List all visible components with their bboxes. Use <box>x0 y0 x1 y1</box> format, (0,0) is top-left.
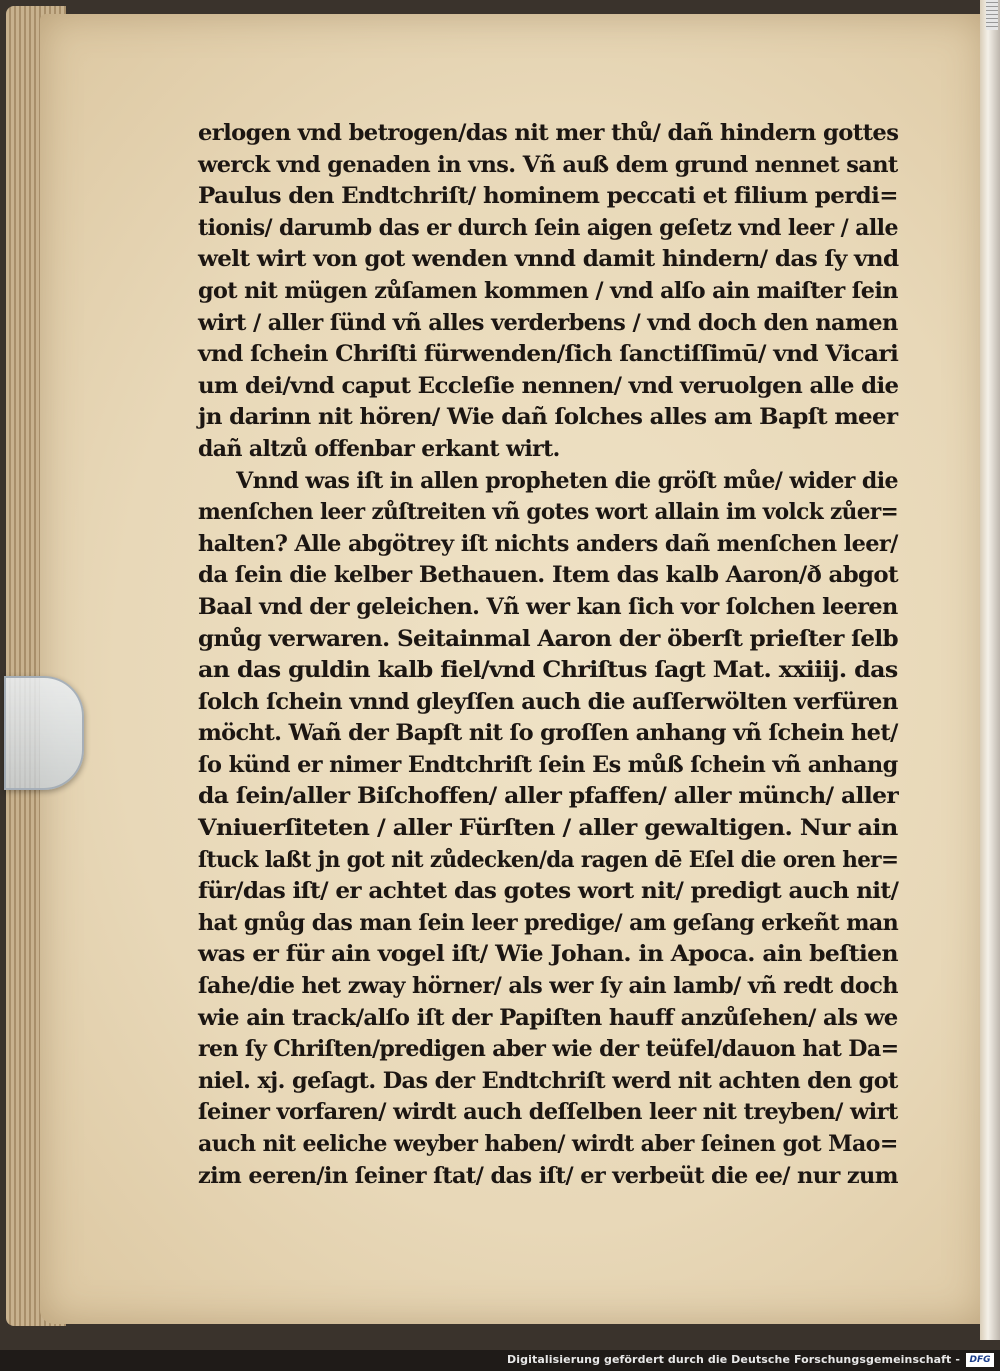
text-line: hat gnůg das man ſein leer predige/ am geſang erkeñt man <box>198 909 899 936</box>
text-line: ſtuck laßt jn got nit zůdecken/da ragen dē Eſel die oren her= <box>198 846 899 873</box>
text-line: menſchen leer zůſtreiten vñ gotes wort allain im volck zůer= <box>198 499 899 526</box>
text-line: jn darinn nit hören/ Wie dañ ſolches alles am Bapſt meer <box>198 404 898 431</box>
text-line: ſahe/die het zway hörner/ als wer ſy ain lamb/ vñ redt doch <box>198 973 898 1000</box>
text-line: möcht. Wañ der Bapſt nit ſo groſſen anhang vñ ſchein het/ <box>198 720 898 747</box>
text-line: vnd ſchein Chriſti fürwenden/ſich ſanctiſſimū/ vnd Vicari <box>198 341 899 368</box>
funding-notice: Digitalisierung gefördert durch die Deutsche Forschungsgemeinschaft - <box>507 1353 960 1366</box>
text-line: Vniuerſiteten / aller Fürſten / aller gewaltigen. Nur ain <box>198 815 898 842</box>
text-line: zim eeren/in ſeiner ſtat/ das iſt/ er verbeüt die ee/ nur zum <box>198 1162 898 1189</box>
text-line: tionis/ darumb das er durch ſein aigen geſetz vnd leer / alle <box>198 214 898 241</box>
text-line: gnůg verwaren. Seitainmal Aaron der öberſt prieſter ſelb <box>198 625 899 652</box>
text-line: da ſein die kelber Bethauen. Item das kalb Aaron/ð abgot <box>198 562 898 589</box>
text-line: was er für ain vogel iſt/ Wie Johan. in Apoca. ain beſtien <box>198 941 898 968</box>
dfg-logo-icon: DFG <box>966 1353 994 1367</box>
text-line: ſeiner vorfaren/ wirdt auch deſſelben leer nit treyben/ wirt <box>198 1099 898 1126</box>
text-line: ſolch ſchein vnnd gleyſſen auch die auſſerwölten verfüren <box>198 688 898 715</box>
text-line: wie ain track/alſo iſt der Papiſten hauff anzůſehen/ als we <box>198 1004 898 1031</box>
text-line: wirt / aller ſünd vñ alles verderbens / vnd doch den namen <box>198 309 898 336</box>
text-line: welt wirt von got wenden vnnd damit hindern/ das ſy vnd <box>198 246 899 273</box>
page-clip <box>4 676 84 790</box>
text-line: got nit mügen zůſamen kommen / vnd alſo ain maiſter ſein <box>198 277 898 304</box>
text-line: auch nit eeliche weyber haben/ wirdt aber ſeinen got Mao= <box>198 1131 898 1157</box>
text-line: Vnnd was iſt in allen propheten die gröſt můe/ wider die <box>236 467 898 494</box>
text-line: Paulus den Endtchriſt/ hominem peccati et filium perdi= <box>198 183 898 210</box>
text-line: um dei/vnd caput Eccleſie nennen/ vnd veruolgen alle die <box>198 372 899 399</box>
text-line: ſo künd er nimer Endtchriſt ſein Es můß ſchein vñ anhang <box>198 751 898 778</box>
footer-bar <box>0 1350 1000 1371</box>
text-line: an das guldin kalb fiel/vnd Chriſtus ſagt Mat. xxiiij. das <box>198 657 898 684</box>
text-line: Baal vnd der geleichen. Vñ wer kan ſich vor ſolchen leeren <box>198 593 898 620</box>
text-line: werck vnd genaden in vns. Vñ auß dem grund nennet sant <box>198 151 898 178</box>
blackletter-text-block <box>198 118 908 1192</box>
text-line: erlogen vnd betrogen/das nit mer thů/ dañ hindern gottes <box>198 120 899 146</box>
text-line: für/das iſt/ er achtet das gotes wort nit/ predigt auch nit/ <box>198 878 899 905</box>
scale-ruler <box>986 0 998 30</box>
text-line: da ſein/aller Biſchoffen/ aller pfaffen/ aller münch/ aller <box>198 783 899 810</box>
text-line: niel. xj. geſagt. Das der Endtchriſt werd nit achten den got <box>198 1067 898 1094</box>
text-line: ren ſy Chriſten/predigen aber wie der teüfel/dauon hat Da= <box>198 1036 899 1063</box>
right-margin-strip <box>980 0 1000 1340</box>
text-line: dañ altzů offenbar erkant wirt. <box>198 435 560 462</box>
text-line: halten? Alle abgötrey iſt nichts anders dañ menſchen leer/ <box>198 530 898 557</box>
